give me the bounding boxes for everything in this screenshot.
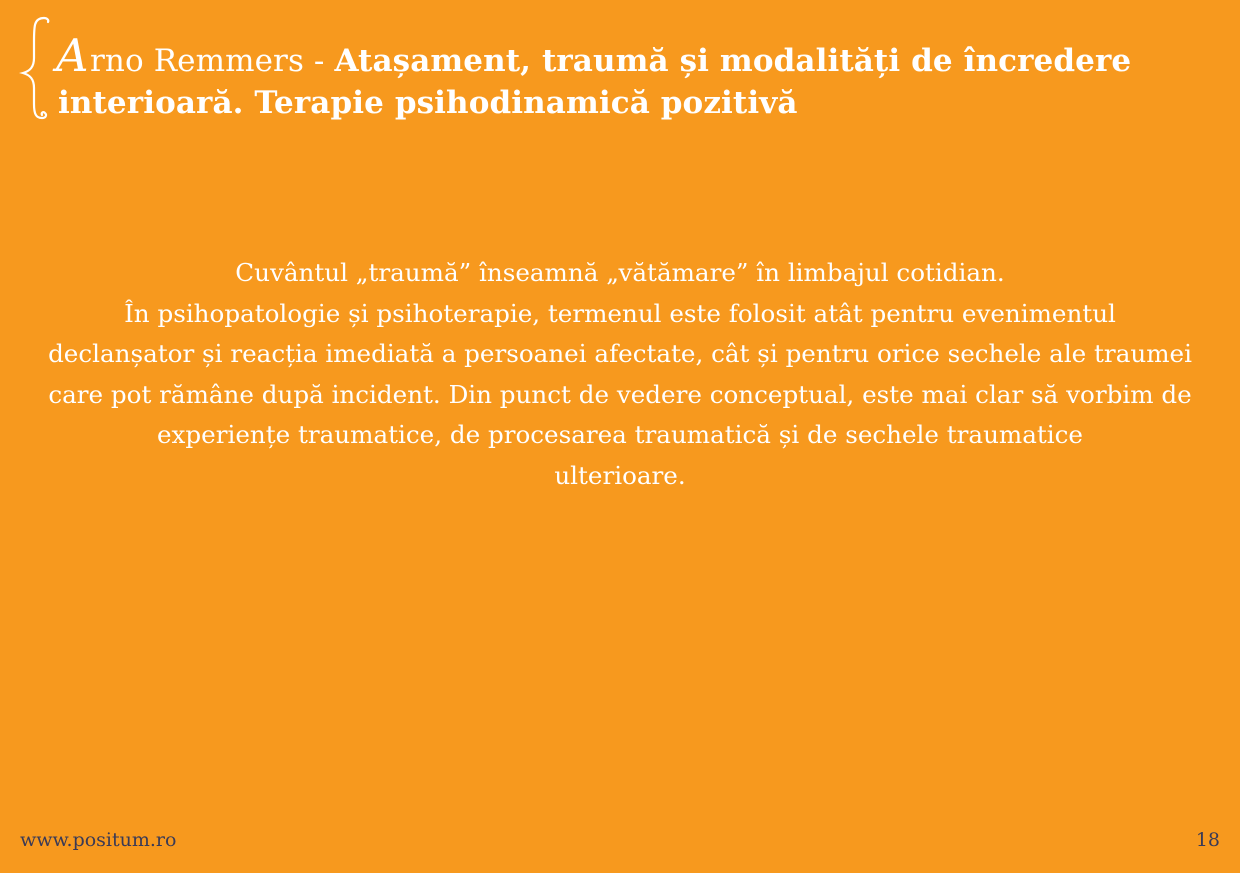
book-title: Atașament, traumă și modalități de încredere interioară. Terapie psihodinamică pozitivă <box>58 43 1132 121</box>
author-initial-letter: A <box>56 29 89 82</box>
document-title <box>56 29 1228 124</box>
body-line: ulterioare. <box>554 460 686 490</box>
body-line: În psihopatologie și psihoterapie, termenul este folosit atât pentru evenimentul <box>124 298 1116 328</box>
page-number: 18 <box>1195 829 1220 851</box>
body-line: experiențe traumatice, de procesarea traumatică și de sechele traumatice <box>157 420 1083 449</box>
author-name: rno Remmers - <box>90 43 335 79</box>
body-line: declanșator și reacția imediată a persoanei afectate, cât și pentru orice sechele ale traumei <box>48 339 1192 368</box>
body-line: Cuvântul „traumă” înseamnă „vătămare” în limbajul cotidian. <box>235 258 1005 287</box>
body-paragraph <box>0 253 1240 496</box>
website-link[interactable]: www.positum.ro <box>20 829 177 851</box>
page-header <box>14 12 1229 132</box>
body-line: care pot rămâne după incident. Din punct de vedere conceptual, este mai clar să vorbim de <box>48 379 1192 409</box>
curly-brace-ornament <box>14 12 54 132</box>
